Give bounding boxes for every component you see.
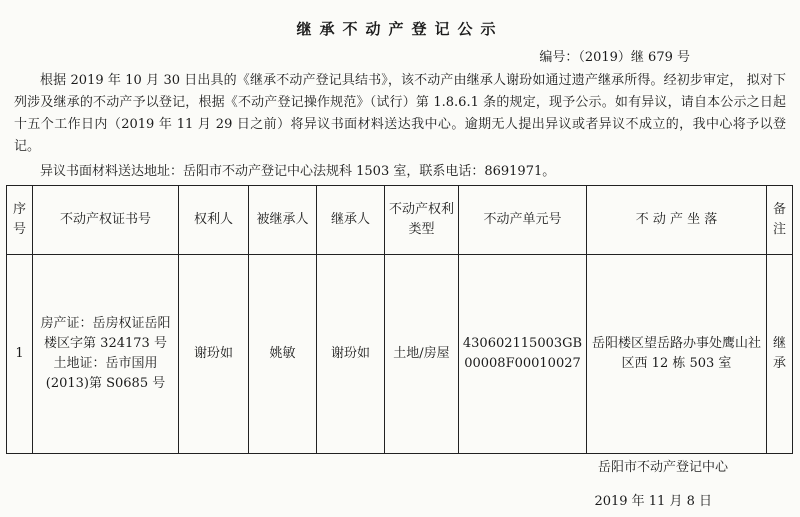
cell-heir: 谢玢如 — [317, 255, 385, 454]
header-remark: 备注 — [767, 186, 793, 255]
cert-land: 土地证：岳市国用(2013)第 S0685 号 — [45, 356, 166, 391]
header-location: 不 动 产 坐 落 — [587, 186, 767, 255]
cell-cert — [33, 255, 179, 454]
header-heir: 继承人 — [317, 186, 385, 255]
document-number: 编号：（2019）继 679 号 — [539, 50, 690, 65]
header-right-type: 不动产权利类型 — [385, 186, 459, 255]
header-unit-no: 不动产单元号 — [459, 186, 587, 255]
cell-unit-no: 430602115003GB00008F00010027 — [459, 255, 587, 454]
issuing-organization: 岳阳市不动产登记中心 — [597, 460, 728, 475]
objection-address: 异议书面材料送达地址：岳阳市不动产登记中心法规科 1503 室，联系电话：8691971。 — [40, 164, 556, 179]
notice-paragraph: 根据 2019 年 10 月 30 日出具的《继承不动产登记具结书》，该不动产由继承人谢玢如通过遗产继承所得。经初步审定， 拟对下列涉及继承的不动产予以登记，根据《不动产登记操作规范》（试行）第 1.8.6.1 条的规定，现予公示。如有异议，请自本公示之日起十五个工作日内（2019 年 11 月 29 日之前）将异议书面材料送达我中心。逾期无人提出异议或者异议不成立的，我中心将予以登记。 — [14, 73, 786, 154]
table-header-row — [7, 186, 793, 255]
registration-table — [6, 185, 793, 454]
header-owner: 权利人 — [179, 186, 249, 255]
issue-date: 2019 年 11 月 8 日 — [594, 494, 712, 509]
cell-right-type: 土地/房屋 — [385, 255, 459, 454]
page-title: 继承不动产登记公示 — [296, 20, 504, 38]
table-row — [7, 255, 793, 454]
cert-house: 房产证：岳房权证岳阳楼区字第 324173 号 — [40, 316, 171, 351]
header-cert: 不动产权证书号 — [33, 186, 179, 255]
header-decedent: 被继承人 — [249, 186, 317, 255]
cell-location: 岳阳楼区望岳路办事处鹰山社区西 12 栋 503 室 — [587, 255, 767, 454]
cell-owner: 谢玢如 — [179, 255, 249, 454]
cell-index: 1 — [7, 255, 33, 454]
cell-remark: 继承 — [767, 255, 793, 454]
cell-decedent: 姚敏 — [249, 255, 317, 454]
header-index: 序号 — [7, 186, 33, 255]
